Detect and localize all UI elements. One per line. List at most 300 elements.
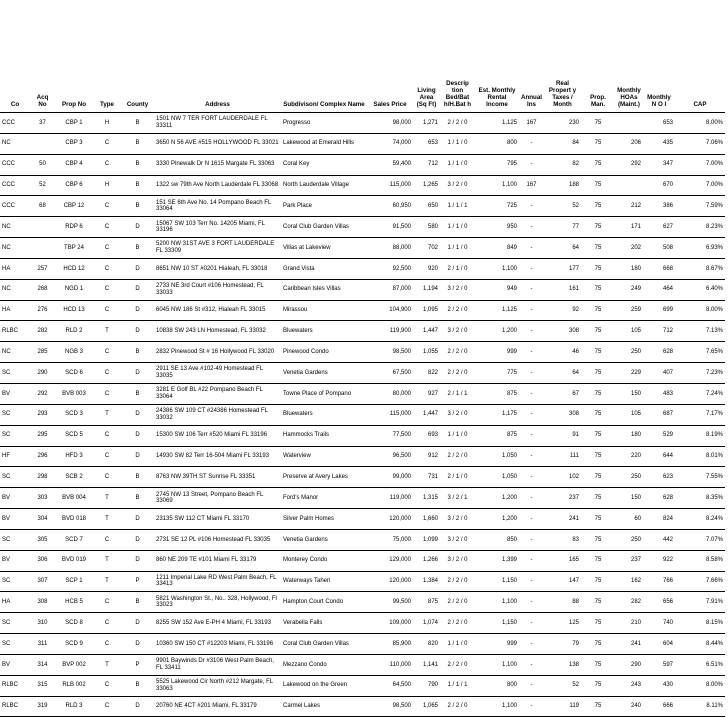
cell-subdivision: Lakewood on the Green xyxy=(281,675,367,696)
cell-monthly-noi: 922 xyxy=(643,550,675,571)
cell-cap: 7.00% xyxy=(675,154,725,175)
cell-type: C xyxy=(93,342,121,363)
cell-annual-ins: - xyxy=(519,529,544,550)
cell-monthly-noi: 442 xyxy=(643,529,675,550)
cell-monthly-hoas: 220 xyxy=(615,446,643,467)
cell-living-area: 820 xyxy=(413,634,440,655)
cell-co: SC xyxy=(0,634,30,655)
cell-monthly-noi: 670 xyxy=(643,175,675,196)
cell-county: D xyxy=(121,634,154,655)
cell-living-area: 1,271 xyxy=(413,113,440,134)
cell-subdivision: Lakewood at Emerald Hills xyxy=(281,133,367,154)
table-row xyxy=(0,383,725,404)
cell-address: 24386 SW 109 CT #24386 Homestead FL 33032 xyxy=(154,404,281,425)
cell-prop-no: RLB 002 xyxy=(55,675,93,696)
table-row xyxy=(0,550,725,571)
cell-living-area: 912 xyxy=(413,446,440,467)
cell-description: 1 / 1 / 0 xyxy=(440,425,475,446)
cell-rental-income: 800 xyxy=(475,675,519,696)
cell-cap: 8.67% xyxy=(675,258,725,279)
cell-monthly-hoas: 250 xyxy=(615,467,643,488)
cell-prop-no: NGB 3 xyxy=(55,342,93,363)
cell-rental-income: 1,050 xyxy=(475,467,519,488)
cell-monthly-hoas: 243 xyxy=(615,675,643,696)
cell-prop-no: NGD 1 xyxy=(55,279,93,300)
cell-address: 23135 SW 112 CT Miami FL 33170 xyxy=(154,509,281,530)
cell-description: 1 / 1 / 1 xyxy=(440,196,475,217)
cell-co: SC xyxy=(0,613,30,634)
cell-co: HF xyxy=(0,446,30,467)
cell-sales-price: 77,500 xyxy=(367,425,413,446)
cell-annual-ins: - xyxy=(519,696,544,717)
cell-property-taxes: 241 xyxy=(544,509,581,530)
cell-cap: 7.65% xyxy=(675,342,725,363)
cell-monthly-hoas: 105 xyxy=(615,321,643,342)
cell-cap: 6.40% xyxy=(675,279,725,300)
cell-subdivision: Bluewaters xyxy=(281,321,367,342)
cell-property-taxes: 125 xyxy=(544,613,581,634)
cell-description: 3 / 2 / 0 xyxy=(440,321,475,342)
cell-description: 2 / 2 / 0 xyxy=(440,342,475,363)
cell-rental-income: 850 xyxy=(475,529,519,550)
cell-prop-man: 75 xyxy=(581,446,615,467)
cell-cap: 7.59% xyxy=(675,196,725,217)
cell-cap: 8.19% xyxy=(675,425,725,446)
cell-sales-price: 120,000 xyxy=(367,509,413,530)
cell-monthly-hoas: 249 xyxy=(615,279,643,300)
cell-cap: 8.23% xyxy=(675,217,725,238)
cell-county: P xyxy=(121,571,154,592)
cell-subdivision: Venetia Gardens xyxy=(281,363,367,384)
cell-property-taxes: 64 xyxy=(544,238,581,259)
cell-sales-price: 75,000 xyxy=(367,529,413,550)
cell-property-taxes: 52 xyxy=(544,675,581,696)
cell-living-area: 1,194 xyxy=(413,279,440,300)
cell-prop-man: 75 xyxy=(581,363,615,384)
cell-subdivision: Carmel Lakes xyxy=(281,696,367,717)
cell-living-area: 1,099 xyxy=(413,529,440,550)
cell-cap: 8.44% xyxy=(675,634,725,655)
cell-living-area: 1,447 xyxy=(413,321,440,342)
cell-acq-no: 268 xyxy=(30,279,55,300)
cell-acq-no: 276 xyxy=(30,300,55,321)
cell-rental-income: 1,100 xyxy=(475,654,519,675)
cell-type: T xyxy=(93,509,121,530)
cell-address: 1322 sw 79th Ave North Lauderdale FL 33068 xyxy=(154,175,281,196)
cell-subdivision: Silver Palm Homes xyxy=(281,509,367,530)
cell-annual-ins: - xyxy=(519,550,544,571)
cell-subdivision: Progresso xyxy=(281,113,367,134)
cell-address: 5821 Washington St., No.. 328, Hollywood, Fl 33023 xyxy=(154,592,281,613)
table-row xyxy=(0,696,725,717)
cell-cap: 8.00% xyxy=(675,300,725,321)
cell-property-taxes: 147 xyxy=(544,571,581,592)
cell-annual-ins: - xyxy=(519,154,544,175)
cell-annual-ins: - xyxy=(519,321,544,342)
cell-sales-price: 59,400 xyxy=(367,154,413,175)
cell-address: 15300 SW 106 Terr #520 Miami FL 33196 xyxy=(154,425,281,446)
cell-living-area: 731 xyxy=(413,467,440,488)
cell-subdivision: Towne Place of Pompano xyxy=(281,383,367,404)
header-acq-no: Acq No xyxy=(30,20,55,113)
cell-annual-ins: - xyxy=(519,425,544,446)
cell-prop-man: 75 xyxy=(581,258,615,279)
cell-sales-price: 98,000 xyxy=(367,113,413,134)
cell-county: B xyxy=(121,133,154,154)
cell-monthly-noi: 347 xyxy=(643,154,675,175)
cell-monthly-hoas: 150 xyxy=(615,488,643,509)
table-row xyxy=(0,258,725,279)
cell-prop-man: 75 xyxy=(581,217,615,238)
cell-living-area: 702 xyxy=(413,238,440,259)
cell-property-taxes: 308 xyxy=(544,404,581,425)
cell-annual-ins: - xyxy=(519,654,544,675)
cell-monthly-hoas: 171 xyxy=(615,217,643,238)
cell-monthly-noi: 628 xyxy=(643,342,675,363)
cell-monthly-noi: 435 xyxy=(643,133,675,154)
cell-annual-ins: - xyxy=(519,300,544,321)
table-row xyxy=(0,634,725,655)
cell-living-area: 1,095 xyxy=(413,300,440,321)
cell-sales-price: 80,000 xyxy=(367,383,413,404)
cell-subdivision: Villas at Lakeview xyxy=(281,238,367,259)
cell-monthly-hoas xyxy=(615,175,643,196)
cell-rental-income: 1,150 xyxy=(475,613,519,634)
cell-monthly-noi: 712 xyxy=(643,321,675,342)
cell-type: C xyxy=(93,446,121,467)
cell-acq-no: 257 xyxy=(30,258,55,279)
cell-annual-ins: - xyxy=(519,634,544,655)
cell-county: D xyxy=(121,404,154,425)
cell-annual-ins: - xyxy=(519,446,544,467)
cell-subdivision: Mezzano Condo xyxy=(281,654,367,675)
cell-rental-income: 1,150 xyxy=(475,571,519,592)
cell-sales-price: 129,000 xyxy=(367,550,413,571)
cell-acq-no xyxy=(30,133,55,154)
cell-prop-no: SCP 1 xyxy=(55,571,93,592)
cell-prop-no: RLD 3 xyxy=(55,696,93,717)
cell-county: D xyxy=(121,425,154,446)
table-row xyxy=(0,404,725,425)
cell-monthly-hoas: 212 xyxy=(615,196,643,217)
cell-property-taxes: 52 xyxy=(544,196,581,217)
cell-sales-price: 92,500 xyxy=(367,258,413,279)
cell-type: H xyxy=(93,113,121,134)
cell-co: HA xyxy=(0,592,30,613)
cell-prop-man: 75 xyxy=(581,113,615,134)
cell-prop-no: SCD 3 xyxy=(55,404,93,425)
cell-prop-no: CBP 4 xyxy=(55,154,93,175)
cell-county: B xyxy=(121,383,154,404)
cell-type: C xyxy=(93,133,121,154)
cell-prop-no: CBP 3 xyxy=(55,133,93,154)
cell-county: D xyxy=(121,613,154,634)
header-type: Type xyxy=(93,20,121,113)
cell-type: C xyxy=(93,279,121,300)
cell-co: BV xyxy=(0,509,30,530)
cell-sales-price: 98,500 xyxy=(367,342,413,363)
cell-acq-no: 290 xyxy=(30,363,55,384)
cell-description: 2 / 2 / 0 xyxy=(440,592,475,613)
cell-county: D xyxy=(121,217,154,238)
cell-co: RLBC xyxy=(0,675,30,696)
cell-subdivision: Park Place xyxy=(281,196,367,217)
table-row xyxy=(0,509,725,530)
cell-cap: 8.35% xyxy=(675,488,725,509)
cell-acq-no: 303 xyxy=(30,488,55,509)
cell-property-taxes: 161 xyxy=(544,279,581,300)
cell-description: 1 / 1 / 0 xyxy=(440,238,475,259)
cell-type: C xyxy=(93,383,121,404)
table-row xyxy=(0,654,725,675)
cell-acq-no: 319 xyxy=(30,696,55,717)
cell-address: 1211 Imperial Lake RD West Palm Beach, FL 33413 xyxy=(154,571,281,592)
cell-address: 8255 SW 152 Ave E-PH 4 Miami, FL 33193 xyxy=(154,613,281,634)
table-body xyxy=(0,113,725,717)
cell-address: 6045 NW 186 St #312, Hialeah FL 33015 xyxy=(154,300,281,321)
cell-cap: 8.00% xyxy=(675,675,725,696)
cell-prop-man: 75 xyxy=(581,133,615,154)
cell-address: 10838 SW 243 LN Homestead, FL 33032 xyxy=(154,321,281,342)
cell-sales-price: 99,000 xyxy=(367,467,413,488)
cell-sales-price: 85,900 xyxy=(367,634,413,655)
cell-type: T xyxy=(93,488,121,509)
cell-prop-man: 75 xyxy=(581,592,615,613)
cell-monthly-hoas: 292 xyxy=(615,154,643,175)
cell-annual-ins: - xyxy=(519,592,544,613)
cell-property-taxes: 84 xyxy=(544,133,581,154)
cell-description: 3 / 2 / 0 xyxy=(440,279,475,300)
header-monthly-hoas: Monthly HOAs (Maint.) xyxy=(615,20,643,113)
cell-cap: 8.00% xyxy=(675,113,725,134)
cell-description: 1 / 1 / 0 xyxy=(440,154,475,175)
cell-type: C xyxy=(93,613,121,634)
cell-monthly-hoas: 259 xyxy=(615,300,643,321)
cell-co: BV xyxy=(0,383,30,404)
cell-acq-no: 305 xyxy=(30,529,55,550)
cell-type: C xyxy=(93,196,121,217)
table-row xyxy=(0,279,725,300)
cell-address: 3650 N 56 AVE #515 HOLLYWOOD FL 33021 xyxy=(154,133,281,154)
cell-address: 8763 NW 39TH ST Sunrise FL 33351 xyxy=(154,467,281,488)
cell-prop-no: BVB 004 xyxy=(55,488,93,509)
cell-rental-income: 1,100 xyxy=(475,175,519,196)
cell-sales-price: 99,500 xyxy=(367,592,413,613)
cell-type: C xyxy=(93,258,121,279)
cell-county: D xyxy=(121,696,154,717)
cell-annual-ins: - xyxy=(519,133,544,154)
cell-address: 151 SE 6th Ave No. 14 Pompano Beach FL 33064 xyxy=(154,196,281,217)
cell-property-taxes: 82 xyxy=(544,154,581,175)
cell-rental-income: 800 xyxy=(475,133,519,154)
cell-address: 3330 Pinewalk Dr N 1615 Margate FL 33063 xyxy=(154,154,281,175)
cell-monthly-hoas: 105 xyxy=(615,404,643,425)
cell-co: CCC xyxy=(0,113,30,134)
cell-sales-price: 87,000 xyxy=(367,279,413,300)
cell-address: 1501 NW 7 TER FORT LAUDERDALE FL 33311 xyxy=(154,113,281,134)
cell-annual-ins: - xyxy=(519,383,544,404)
cell-property-taxes: 91 xyxy=(544,425,581,446)
cell-subdivision: Coral Club Garden Villas xyxy=(281,217,367,238)
cell-subdivision: Preserve at Avery Lakes xyxy=(281,467,367,488)
cell-living-area: 790 xyxy=(413,675,440,696)
cell-monthly-noi: 407 xyxy=(643,363,675,384)
cell-monthly-noi: 653 xyxy=(643,113,675,134)
table-row xyxy=(0,488,725,509)
cell-county: B xyxy=(121,467,154,488)
cell-monthly-hoas: 250 xyxy=(615,529,643,550)
cell-description: 2 / 1 / 0 xyxy=(440,467,475,488)
cell-prop-no: SCD 6 xyxy=(55,363,93,384)
cell-type: C xyxy=(93,238,121,259)
cell-sales-price: 109,000 xyxy=(367,613,413,634)
cell-rental-income: 1,100 xyxy=(475,258,519,279)
cell-address: 2911 SE 13 Ave #102-49 Homestead FL 33035 xyxy=(154,363,281,384)
cell-description: 2 / 2 / 0 xyxy=(440,300,475,321)
cell-cap: 7.24% xyxy=(675,383,725,404)
cell-rental-income: 725 xyxy=(475,196,519,217)
cell-monthly-noi: 656 xyxy=(643,592,675,613)
cell-type: C xyxy=(93,696,121,717)
cell-cap: 7.13% xyxy=(675,321,725,342)
cell-cap: 8.58% xyxy=(675,550,725,571)
cell-annual-ins: - xyxy=(519,571,544,592)
cell-sales-price: 96,500 xyxy=(367,446,413,467)
cell-rental-income: 1,100 xyxy=(475,592,519,613)
cell-cap: 8.15% xyxy=(675,613,725,634)
cell-rental-income: 849 xyxy=(475,238,519,259)
cell-co: SC xyxy=(0,467,30,488)
cell-address: 8651 NW 10 ST #0201 Hialeah, FL 33018 xyxy=(154,258,281,279)
cell-prop-no: BVD 018 xyxy=(55,509,93,530)
cell-prop-no: HFD 3 xyxy=(55,446,93,467)
cell-property-taxes: 67 xyxy=(544,383,581,404)
cell-co: SC xyxy=(0,529,30,550)
cell-address: 2733 NE 3rd Court #106 Homestead, FL 33033 xyxy=(154,279,281,300)
cell-prop-no: SCD 5 xyxy=(55,425,93,446)
cell-county: B xyxy=(121,342,154,363)
cell-type: H xyxy=(93,175,121,196)
cell-subdivision: Coral Key xyxy=(281,154,367,175)
cell-county: B xyxy=(121,592,154,613)
cell-living-area: 1,384 xyxy=(413,571,440,592)
cell-monthly-noi: 824 xyxy=(643,509,675,530)
cell-description: 3 / 2 / 0 xyxy=(440,404,475,425)
cell-annual-ins: - xyxy=(519,675,544,696)
cell-rental-income: 1,100 xyxy=(475,696,519,717)
table-row xyxy=(0,613,725,634)
table-row xyxy=(0,133,725,154)
cell-description: 2 / 2 / 0 xyxy=(440,571,475,592)
cell-prop-no: SCD 9 xyxy=(55,634,93,655)
cell-address: 2745 NW 13 Street, Pompano Beach FL 33069 xyxy=(154,488,281,509)
cell-living-area: 1,265 xyxy=(413,175,440,196)
cell-county: D xyxy=(121,363,154,384)
cell-cap: 7.55% xyxy=(675,467,725,488)
cell-property-taxes: 92 xyxy=(544,300,581,321)
table-row xyxy=(0,154,725,175)
cell-co: CCC xyxy=(0,175,30,196)
cell-cap: 8.01% xyxy=(675,446,725,467)
cell-property-taxes: 79 xyxy=(544,634,581,655)
cell-subdivision: Mirassou xyxy=(281,300,367,321)
cell-property-taxes: 230 xyxy=(544,113,581,134)
table-row xyxy=(0,446,725,467)
cell-co: SC xyxy=(0,404,30,425)
cell-co: NC xyxy=(0,342,30,363)
cell-monthly-hoas: 237 xyxy=(615,550,643,571)
cell-prop-man: 75 xyxy=(581,488,615,509)
cell-description: 2 / 2 / 0 xyxy=(440,696,475,717)
table-row xyxy=(0,363,725,384)
cell-rental-income: 1,200 xyxy=(475,321,519,342)
cell-property-taxes: 138 xyxy=(544,654,581,675)
cell-prop-man: 75 xyxy=(581,238,615,259)
table-row xyxy=(0,300,725,321)
property-table xyxy=(0,20,725,717)
cell-type: C xyxy=(93,675,121,696)
cell-property-taxes: 77 xyxy=(544,217,581,238)
cell-annual-ins: - xyxy=(519,217,544,238)
cell-type: C xyxy=(93,154,121,175)
header-monthly-noi: Monthly N O I xyxy=(643,20,675,113)
cell-address: 2832 Pinewood St # 16 Hollywood FL 33020 xyxy=(154,342,281,363)
cell-property-taxes: 237 xyxy=(544,488,581,509)
cell-co: CCC xyxy=(0,196,30,217)
cell-monthly-hoas: 250 xyxy=(615,342,643,363)
cell-acq-no: 307 xyxy=(30,571,55,592)
cell-prop-man: 75 xyxy=(581,550,615,571)
cell-rental-income: 999 xyxy=(475,342,519,363)
table-row xyxy=(0,113,725,134)
cell-co: NC xyxy=(0,217,30,238)
cell-living-area: 1,266 xyxy=(413,550,440,571)
cell-property-taxes: 83 xyxy=(544,529,581,550)
cell-prop-no: HCB 5 xyxy=(55,592,93,613)
cell-prop-man: 75 xyxy=(581,509,615,530)
table-row xyxy=(0,321,725,342)
cell-county: D xyxy=(121,529,154,550)
cell-acq-no xyxy=(30,217,55,238)
cell-acq-no: 311 xyxy=(30,634,55,655)
cell-county: D xyxy=(121,300,154,321)
cell-prop-no: CBP 1 xyxy=(55,113,93,134)
cell-co: BV xyxy=(0,488,30,509)
cell-subdivision: Waterview xyxy=(281,446,367,467)
cell-property-taxes: 308 xyxy=(544,321,581,342)
cell-subdivision: Hammocks Trails xyxy=(281,425,367,446)
cell-prop-no: HCD 13 xyxy=(55,300,93,321)
cell-type: T xyxy=(93,654,121,675)
table-row xyxy=(0,467,725,488)
cell-prop-man: 75 xyxy=(581,634,615,655)
cell-address: 860 NE 209 TE #101 Miami FL 33179 xyxy=(154,550,281,571)
cell-sales-price: 120,000 xyxy=(367,571,413,592)
cell-rental-income: 999 xyxy=(475,634,519,655)
cell-monthly-hoas xyxy=(615,113,643,134)
cell-prop-man: 75 xyxy=(581,675,615,696)
cell-rental-income: 1,125 xyxy=(475,113,519,134)
cell-property-taxes: 177 xyxy=(544,258,581,279)
cell-cap: 7.17% xyxy=(675,404,725,425)
cell-address: 9901 Baywinds Dr #3106 West Palm Beach, FL 33411 xyxy=(154,654,281,675)
cell-type: C xyxy=(93,363,121,384)
table-row xyxy=(0,675,725,696)
cell-description: 2 / 2 / 0 xyxy=(440,363,475,384)
cell-acq-no xyxy=(30,238,55,259)
cell-prop-no: BVB 003 xyxy=(55,383,93,404)
cell-cap: 8.11% xyxy=(675,696,725,717)
